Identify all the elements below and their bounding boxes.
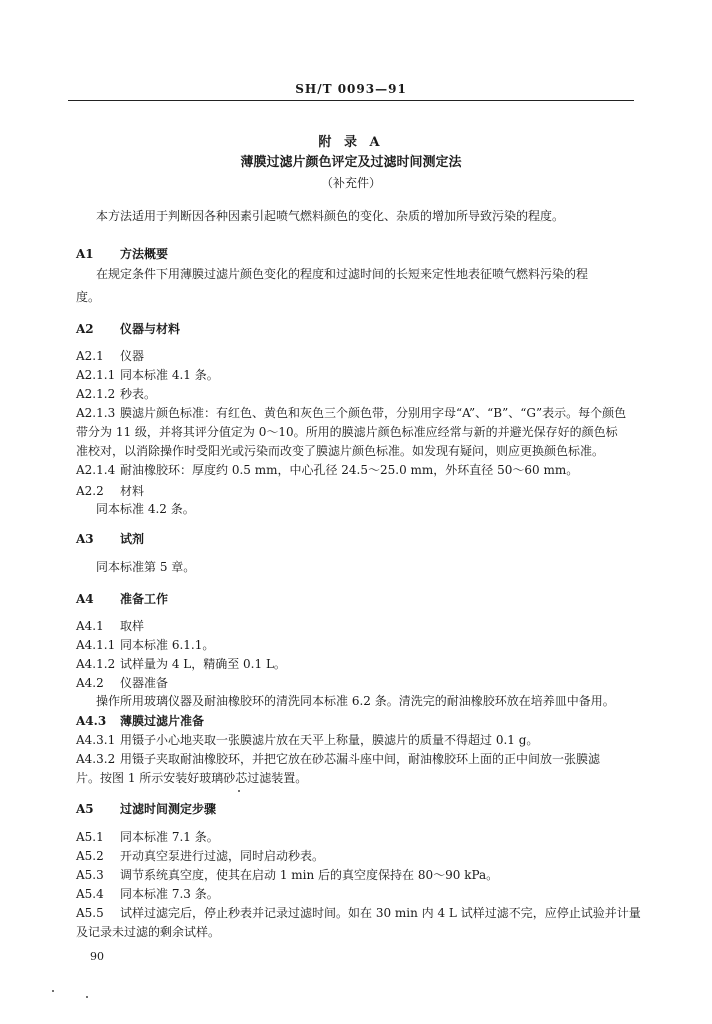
section-number: A3: [76, 532, 94, 546]
clause-a4-3-2-line-2: 片。按图 1 所示安装好玻璃砂芯过滤装置。: [76, 771, 308, 785]
clause-a2-1-2: [76, 385, 642, 403]
section-number: A4: [76, 592, 94, 606]
clause-text: 秒表。: [120, 387, 157, 401]
section-a5-heading: [76, 800, 642, 818]
clause-number: A2.1.3: [76, 406, 116, 420]
clause-text: 用镊子小心地夹取一张膜滤片放在天平上称量，膜滤片的质量不得超过 0.1 g。: [120, 733, 539, 747]
section-number: A1: [76, 247, 94, 261]
a3-text: 同本标准第 5 章。: [96, 560, 196, 574]
clause-a4-1-1: [76, 636, 642, 654]
clause-text: 同本标准 7.3 条。: [120, 887, 219, 901]
clause-number: A2.1.4: [76, 463, 116, 477]
section-number: A5: [76, 802, 94, 816]
clause-number: A4.3.2: [76, 752, 116, 766]
clause-number: A2.1.2: [76, 387, 116, 401]
clause-a4-3: [76, 712, 642, 730]
appendix-title-block: [68, 133, 634, 193]
clause-a2-1-4: [76, 461, 642, 479]
clause-text: 材料: [120, 484, 145, 498]
clause-a4-2-text: 操作所用玻璃仪器及耐油橡胶环的清洗同本标准 6.2 条。清洗完的耐油橡胶环放在培养皿中备用。: [96, 694, 615, 708]
clause-a2-1-3-line-2: 带分为 11 级，并将其评分值定为 0～10。所用的膜滤片颜色标准应经常与新的并避光保存好的颜色标: [76, 425, 618, 439]
clause-a5-5: [76, 904, 642, 922]
standard-code-header: SH/T 0093—91: [295, 82, 407, 96]
clause-text: 仪器: [120, 349, 145, 363]
appendix-label: 附 录 A: [318, 135, 384, 150]
clause-number: A5.2: [76, 849, 104, 863]
clause-text: 试样量为 4 L，精确至 0.1 L。: [120, 657, 286, 671]
clause-number: A2.1.1: [76, 368, 116, 382]
a1-text-line-1: 在规定条件下用薄膜过滤片颜色变化的程度和过滤时间的长短来定性地表征喷气燃料污染的程: [96, 267, 589, 281]
clause-number: A4.1.1: [76, 638, 116, 652]
clause-text: 仪器准备: [120, 676, 169, 690]
clause-a2-1-1: [76, 366, 642, 384]
clause-number: A4.2: [76, 676, 104, 690]
clause-a2-2-text: 同本标准 4.2 条。: [96, 502, 195, 516]
clause-number: A5.4: [76, 887, 104, 901]
section-title: 试剂: [120, 532, 145, 546]
clause-text: 耐油橡胶环：厚度约 0.5 mm，中心孔径 24.5～25.0 mm，外环直径 50～60 mm。: [120, 463, 579, 477]
section-a2-heading: [76, 320, 642, 338]
section-title: 准备工作: [120, 592, 169, 606]
appendix-title: 薄膜过滤片颜色评定及过滤时间测定法: [240, 155, 462, 170]
clause-a5-3: [76, 866, 642, 884]
scan-speck: [238, 790, 240, 792]
clause-number: A4.3.1: [76, 733, 116, 747]
clause-a5-5-line-2: 及记录未过滤的剩余试样。: [76, 925, 221, 939]
section-title: 方法概要: [120, 247, 169, 261]
clause-a2-2: [76, 482, 642, 500]
clause-a2-1: [76, 347, 642, 365]
page-number: 90: [90, 950, 104, 963]
clause-text: 试样过滤完后，停止秒表并记录过滤时间。如在 30 min 内 4 L 试样过滤不完，应停止试验并计量: [120, 906, 641, 920]
section-a1-heading: [76, 245, 642, 263]
section-a3-heading: [76, 530, 642, 548]
clause-number: A2.1: [76, 349, 104, 363]
clause-a5-1: [76, 828, 642, 846]
clause-text: 同本标准 4.1 条。: [120, 368, 219, 382]
clause-number: A4.1: [76, 619, 104, 633]
clause-a4-1-2: [76, 655, 642, 673]
clause-a4-3-1: [76, 731, 642, 749]
a1-text-line-2: 度。: [76, 290, 101, 304]
clause-text: 开动真空泵进行过滤，同时启动秒表。: [120, 849, 325, 863]
clause-text: 取样: [120, 619, 145, 633]
clause-a2-1-3: [76, 404, 642, 422]
clause-a2-1-3-line-3: 准校对，以消除操作时受阳光或污染而改变了膜滤片颜色标准。如发现有疑问，则应更换颜色标准。: [76, 444, 605, 458]
clause-a5-4: [76, 885, 642, 903]
clause-number: A2.2: [76, 484, 104, 498]
clause-a4-3-2: [76, 750, 642, 768]
clause-text: 同本标准 7.1 条。: [120, 830, 219, 844]
clause-text: 同本标准 6.1.1。: [120, 638, 215, 652]
clause-number: A5.3: [76, 868, 104, 882]
clause-a4-2: [76, 674, 642, 692]
section-a4-heading: [76, 590, 642, 608]
scan-speck: [52, 990, 54, 992]
clause-text: 调节系统真空度，使其在启动 1 min 后的真空度保持在 80～90 kPa。: [120, 868, 499, 882]
clause-number: A5.1: [76, 830, 104, 844]
scan-speck: [86, 996, 88, 998]
section-title: 仪器与材料: [120, 322, 181, 336]
header-rule: [68, 100, 634, 101]
clause-number: A5.5: [76, 906, 104, 920]
intro-paragraph: 本方法适用于判断因各种因素引起喷气燃料颜色的变化、杂质的增加所导致污染的程度。: [96, 209, 565, 223]
section-number: A2: [76, 322, 94, 336]
clause-text: 膜滤片颜色标准：有红色、黄色和灰色三个颜色带，分别用字母“A”、“B”、“G”表示。每个颜色: [120, 406, 627, 420]
clause-number: A4.3: [76, 714, 107, 728]
section-title: 过滤时间测定步骤: [120, 802, 217, 816]
clause-text: 薄膜过滤片准备: [120, 714, 205, 728]
appendix-subtitle: （补充件）: [320, 176, 381, 190]
clause-number: A4.1.2: [76, 657, 116, 671]
clause-a5-2: [76, 847, 642, 865]
clause-text: 用镊子夹取耐油橡胶环，并把它放在砂芯漏斗座中间，耐油橡胶环上面的正中间放一张膜滤: [120, 752, 601, 766]
clause-a4-1: [76, 617, 642, 635]
